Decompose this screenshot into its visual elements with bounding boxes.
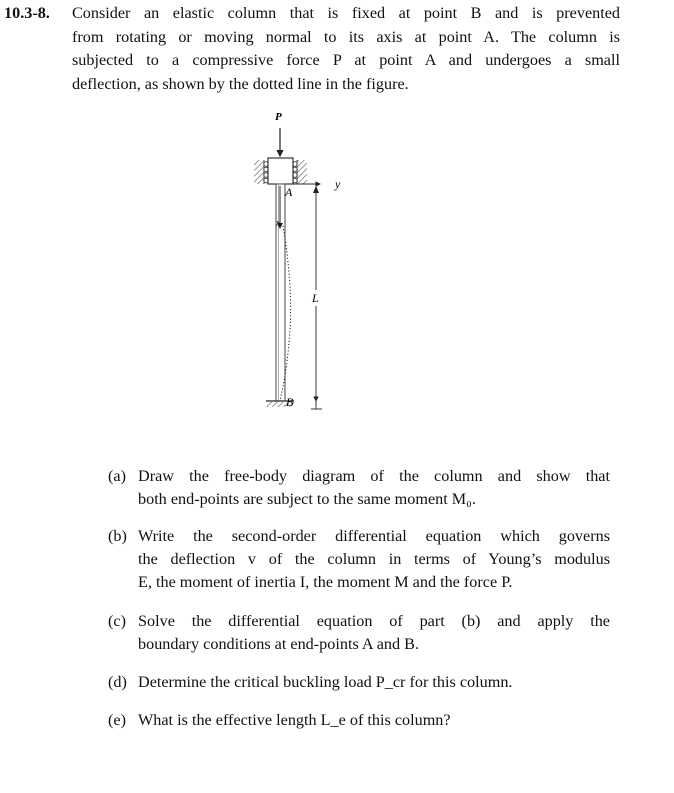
x-axis-label: x — [276, 218, 281, 229]
part-line: Draw the free-body diagram of the column and show that — [138, 467, 610, 485]
problem-line: subjected to a compressive force P at point A and undergoes a small — [72, 51, 620, 69]
problem-line: from rotating or moving normal to its axis at point A. The column is — [72, 27, 620, 46]
part-line: both end-points are subject to the same moment M₀. — [138, 490, 476, 508]
part-label: (e) — [108, 711, 126, 729]
column-diagram — [230, 100, 360, 420]
force-label: P — [275, 111, 282, 123]
part-line: the deflection v of the column in terms of Young’s modulus — [138, 550, 610, 568]
problem-number: 10.3-8. — [4, 4, 50, 22]
part-label: (a) — [108, 467, 126, 485]
problem-text — [72, 2, 620, 96]
part-line: Determine the critical buckling load P_cr for this column. — [138, 673, 513, 691]
y-axis-label: y — [335, 177, 341, 191]
part-line: Solve the differential equation of part (b) and apply the — [138, 612, 610, 630]
part-label: (b) — [108, 527, 127, 545]
part-label: (c) — [108, 612, 126, 630]
left-wall-hatch-icon — [254, 160, 264, 184]
right-wall-hatch-icon — [297, 160, 307, 184]
problem-line: Consider an elastic column that is fixed at point B and is prevented — [72, 4, 620, 22]
column-figure — [230, 100, 360, 420]
point-a-label: A — [285, 185, 293, 199]
point-b-label: B — [286, 395, 294, 409]
part-line: What is the effective length L_e of this column? — [138, 711, 451, 729]
problem-line: deflection, as shown by the dotted line in the figure. — [72, 74, 409, 93]
part-line: E, the moment of inertia I, the moment M and the force P. — [138, 573, 513, 591]
part-line: boundary conditions at end-points A and B. — [138, 635, 420, 653]
part-line: Write the second-order differential equation which governs — [138, 527, 610, 545]
top-block — [268, 158, 293, 184]
length-label: L — [312, 291, 319, 305]
part-label: (d) — [108, 673, 127, 691]
